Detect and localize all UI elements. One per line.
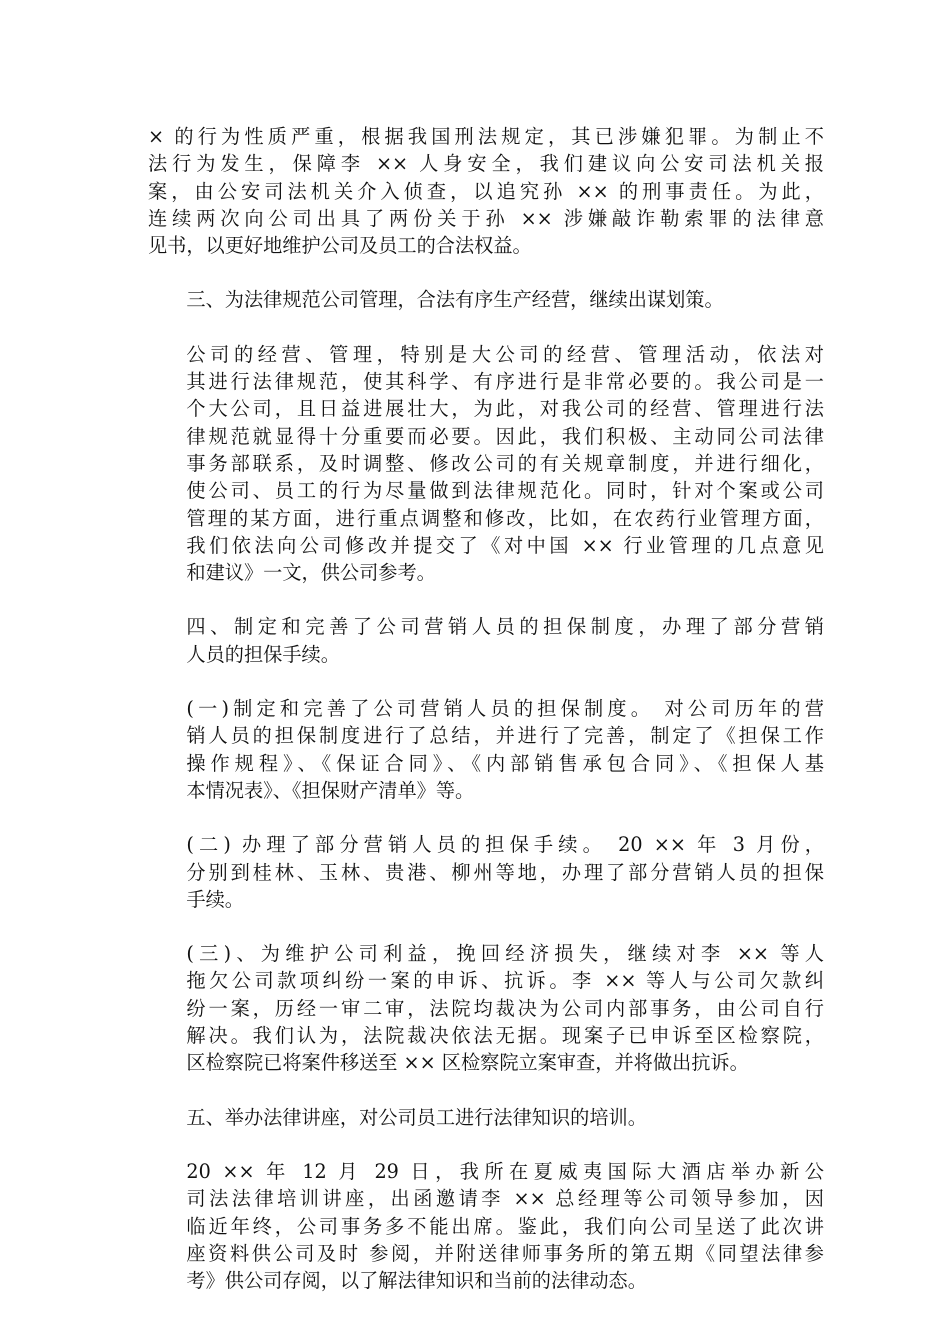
paragraph-continuation [148,123,824,259]
section-heading-4 [148,613,824,668]
text-line: 座资料供公司及时 参阅，并附送律师事务所的第五期《同望法律参 [186,1241,824,1265]
paragraph-lecture [148,1158,824,1294]
text-line: (一)制定和完善了公司营销人员的担保制度。 对公司历年的营 [186,697,824,721]
text-line: 纷一案，历经一审二审，法院均裁决为公司内部事务，由公司自行 [186,996,824,1020]
text-line: 使公司、员工的行为尽量做到法律规范化。同时，针对个案或公司 [186,479,824,503]
text-line: (三)、为维护公司利益，挽回经济损失，继续对李 ×× 等人 [186,942,824,966]
text-line: 销人员的担保制度进行了总结，并进行了完善，制定了《担保工作 [186,724,824,748]
heading-text: 五、举办法律讲座，对公司员工进行法律知识的培训。 [186,1105,647,1129]
text-line: 和建议》一文，供公司参考。 [186,561,436,585]
paragraph-management [148,341,824,587]
text-line: 案，由公安司法机关介入侦查，以追究孙 ×× 的刑事责任。为此， [148,179,824,203]
heading-text: 人员的担保手续。 [186,642,340,666]
document-body [148,123,824,1321]
text-line: × 的行为性质严重，根据我国刑法规定，其已涉嫌犯罪。为制止不 [148,125,824,148]
text-line: 公司的经营、管理，特别是大公司的经营、管理活动，依法对 [186,342,824,366]
text-line: 司法法律培训讲座，出函邀请李 ×× 总经理等公司领导参加，因 [186,1187,824,1211]
text-line: 本情况表》、《担保财产清单》等。 [186,778,475,802]
text-line: 管理的某方面，进行重点调整和修改，比如，在农药行业管理方面， [186,506,824,530]
text-line: 解决。我们认为，法院裁决依法无据。现案子已申诉至区检察院， [186,1024,824,1048]
text-line: 操作规程》、《保证合同》、《内部销售承包合同》、《担保人基 [186,751,824,775]
heading-text: 三、为法律规范公司管理，合法有序生产经营，继续出谋划策。 [186,288,724,312]
section-heading-5 [148,1104,824,1131]
text-line: 临近年终，公司事务多不能出席。鉴此，我们向公司呈送了此次讲 [186,1214,824,1238]
text-line: 见书，以更好地维护公司及员工的合法权益。 [148,234,532,258]
paragraph-guarantee-system [148,695,824,804]
heading-text: 四、制定和完善了公司营销人员的担保制度，办理了部分营销 [186,615,824,639]
text-line: 拖欠公司款项纠纷一案的申诉、抗诉。李 ×× 等人与公司欠款纠 [186,969,824,993]
text-line: 手续。 [186,887,244,911]
paragraph-appeal [148,940,824,1076]
text-line: 区检察院已将案件移送至 ×× 区检察院立案审查，并将做出抗诉。 [186,1051,749,1075]
section-heading-3 [148,286,824,313]
text-line: (二) 办理了部分营销人员的担保手续。 20 ×× 年 3 月份， [186,833,824,857]
text-line: 律规范就显得十分重要而必要。因此，我们积极、主动同公司法律 [186,424,824,448]
text-line: 分别到桂林、玉林、贵港、柳州等地，办理了部分营销人员的担保 [186,860,824,884]
text-line: 连续两次向公司出具了两份关于孙 ×× 涉嫌敲诈勒索罪的法律意 [148,206,824,230]
text-line: 事务部联系，及时调整、修改公司的有关规章制度，并进行细化， [186,451,824,475]
text-line: 我们依法向公司修改并提交了《对中国 ×× 行业管理的几点意见 [186,533,824,557]
paragraph-guarantee-procedures [148,831,824,913]
text-line: 其进行法律规范，使其科学、有序进行是非常必要的。我公司是一 [186,370,824,394]
text-line: 法行为发生，保障李 ×× 人身安全，我们建议向公安司法机关报 [148,152,824,176]
text-line: 个大公司，且日益进展壮大，为此，对我公司的经营、管理进行法 [186,397,824,421]
text-line: 20 ×× 年 12 月 29 日，我所在夏威夷国际大酒店举办新公 [186,1159,824,1183]
text-line: 考》供公司存阅，以了解法律知识和当前的法律动态。 [186,1269,647,1293]
